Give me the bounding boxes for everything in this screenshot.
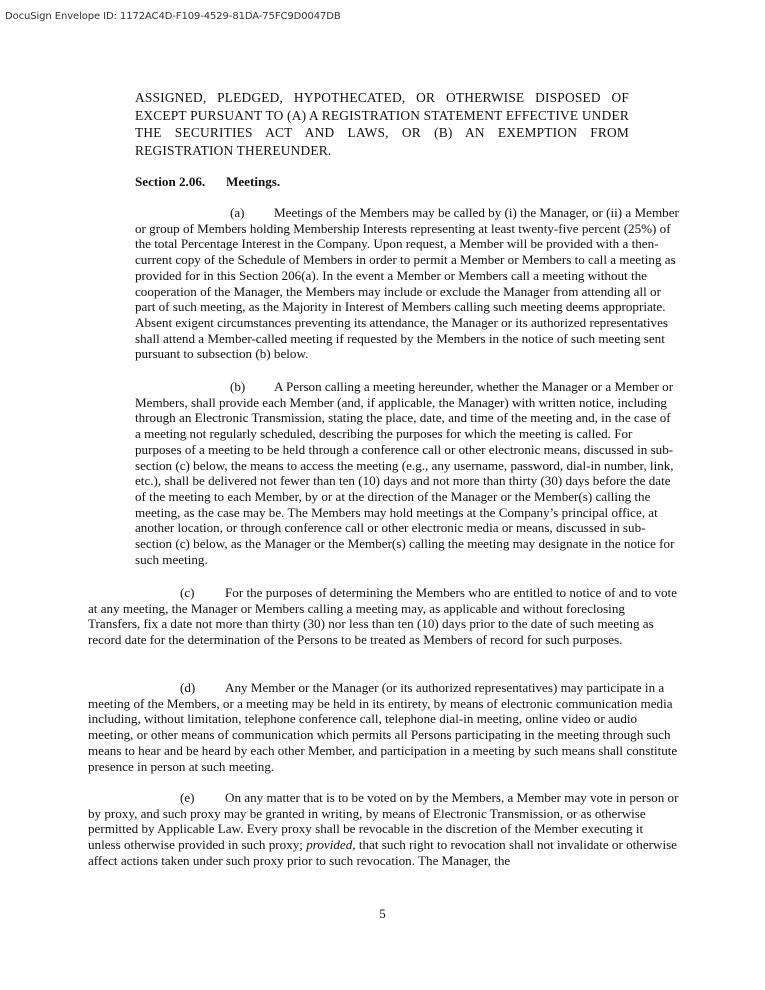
paragraph-d-label: (d) bbox=[180, 680, 196, 695]
paragraph-c-text: For the purposes of determining the Members who are entitled to notice of and to vote at any meeting, the Manager or Members calling a meeting may, as applicable and without foreclosing Transfers, fix a date not more than thirty (30) nor less than ten (10) days prior to the date of such meeting as record date for the determination of the Persons to be treated as Members of record for such purposes. bbox=[88, 585, 677, 648]
paragraph-a bbox=[135, 205, 679, 362]
paragraph-e-text-before: On any matter that is to be voted on by the Members, a Member may vote in person or by proxy, and such proxy may be granted in writing, by means of Electronic Transmission, or as otherwise permitted by Applicable Law. Every proxy shall be revocable in the discretion of the Member executing it unless otherwise provided in such proxy; bbox=[88, 790, 679, 853]
paragraph-c-label: (c) bbox=[180, 585, 195, 600]
legend-caps-block: ASSIGNED, PLEDGED, HYPOTHECATED, OR OTHERWISE DISPOSED OF EXCEPT PURSUANT TO (A) A REGISTRATION STATEMENT EFFECTIVE UNDER THE SECURITIES ACT AND LAWS, OR (B) AN EXEMPTION FROM REGISTRATION THEREUNDER. bbox=[135, 90, 629, 158]
paragraph-e-italic: provided, bbox=[306, 837, 356, 853]
page-number: 5 bbox=[379, 906, 386, 921]
paragraph-d-text: Any Member or the Manager (or its authorized representatives) may participate in a meeting of the Members, or a meeting may be held in its entirety, by means of electronic communication media including, without limitation, telephone conference call, telephone dial-in meeting, online video or audio meeting, or other means of communication which permits all Persons participating in the meeting through such means to hear and be heard by each other Member, and participation in a meeting by such means shall constitute presence in person at such meeting. bbox=[88, 680, 678, 774]
paragraph-b-text: A Person calling a meeting hereunder, whether the Manager or a Member or Members, shall provide each Member (and, if applicable, the Manager) with written notice, including through an Electronic Transmission, stating the place, date, and time of the meeting and, in the case of a meeting not regularly scheduled, describing the purposes for which the meeting is called. For purposes of a meeting to be held through a conference call or other electronic means, discussed in sub-section (c) below, the means to access the meeting (e.g., any username, password, dial-in number, link, etc.), shall be delivered not fewer than ten (10) days and not more than thirty (30) days before the date of the meeting to each Member, by or at the direction of the Manager or the Member(s) calling the meeting, as the case may be. The Members may hold meetings at the Company’s principal office, at another location, or through conference call or other electronic media or means, discussed in sub-section (c) below, as the Manager or the Member(s) calling the meeting may designate in the notice for such meeting. bbox=[135, 379, 675, 567]
docusign-envelope-id: DocuSign Envelope ID: 1172AC4D-F109-4529-81DA-75FC9D0047DB bbox=[5, 11, 341, 22]
paragraph-c bbox=[88, 585, 679, 648]
paragraph-e bbox=[88, 790, 679, 869]
paragraph-d bbox=[88, 680, 679, 774]
section-title: Meetings. bbox=[226, 174, 281, 189]
paragraph-a-text: Meetings of the Members may be called by (i) the Manager, or (ii) a Member or group of Members holding Membership Interests representing at least twenty-five percent (25%) of the total Percentage Interest in the Company. Upon request, a Member will be provided with a then-current copy of the Schedule of Members in order to permit a Member or Members to call a meeting as provided for in this Section 206(a). In the event a Member or Members call a meeting without the cooperation of the Manager, the Members may include or exclude the Manager from attending all or part of such meeting, as the Majority in Interest of Members calling such meeting deems appropriate. Absent exigent circumstances preventing its attendance, the Manager or its authorized representatives shall attend a Member-called meeting if requested by the Members in the notice of such meeting sent pursuant to subsection (b) below. bbox=[135, 205, 679, 362]
paragraph-b-label: (b) bbox=[230, 379, 246, 394]
paragraph-a-label: (a) bbox=[230, 205, 245, 220]
paragraph-b bbox=[135, 379, 679, 567]
section-heading bbox=[135, 174, 280, 190]
section-number: Section 2.06. bbox=[135, 174, 206, 189]
paragraph-e-text-after: that such right to revocation shall not invalidate or otherwise affect actions taken under such proxy prior to such revocation. The Manager, the bbox=[88, 837, 677, 868]
paragraph-e-label: (e) bbox=[180, 790, 195, 805]
